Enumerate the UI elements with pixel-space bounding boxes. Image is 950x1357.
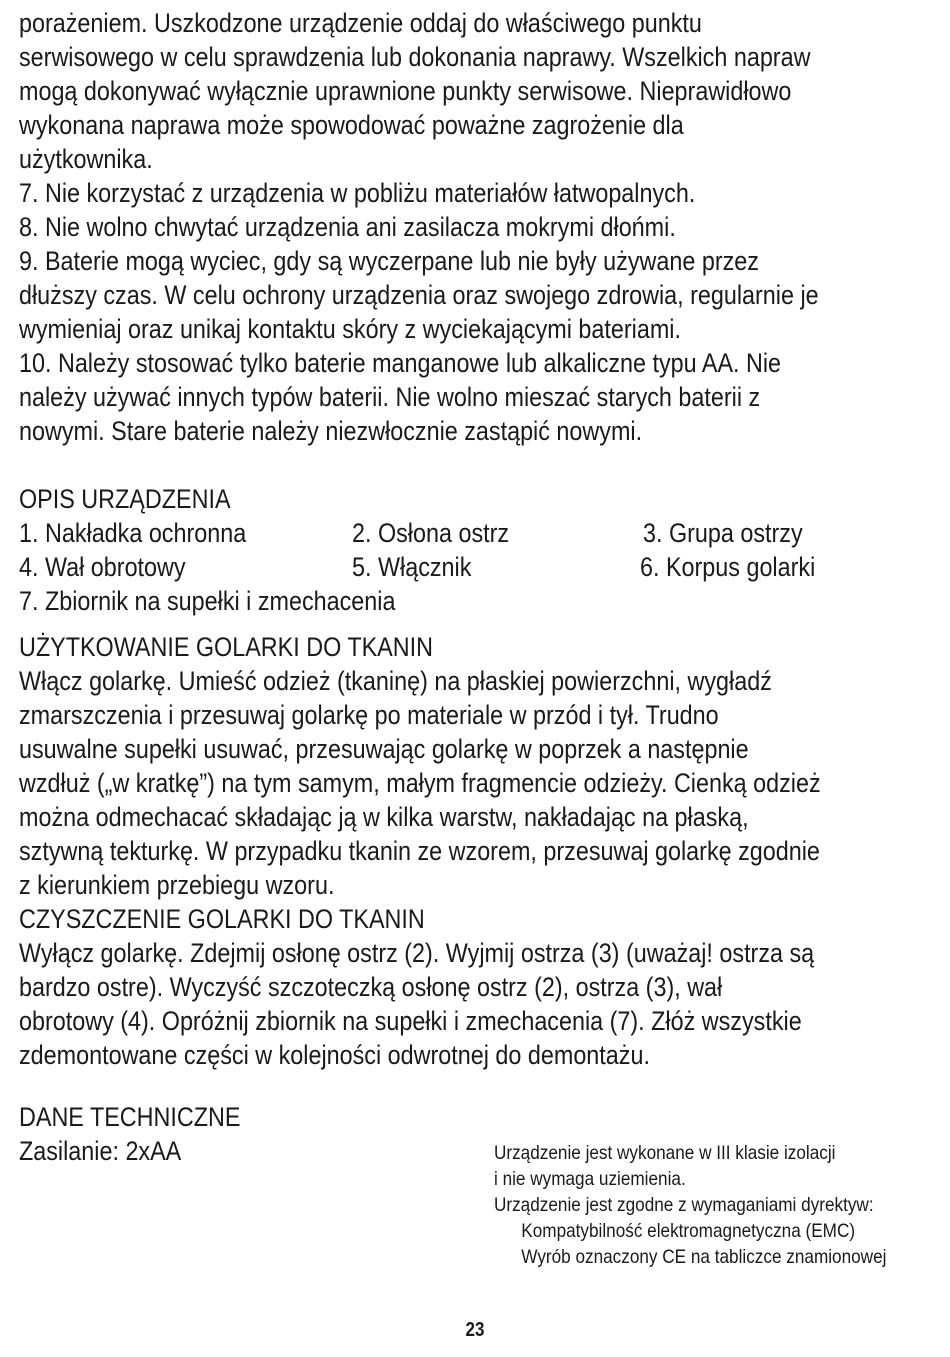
- text-line: wykonana naprawa może spowodować poważne zagrożenie dla: [19, 110, 684, 140]
- text-line: Wyłącz golarkę. Zdejmij osłonę ostrz (2). Wyjmij ostrza (3) (uważaj! ostrza są: [19, 938, 815, 968]
- compliance-notes: [494, 1140, 950, 1270]
- part-item: 4. Wał obrotowy: [19, 552, 186, 582]
- text-line: zmarszczenia i przesuwaj golarkę po materiale w przód i tył. Trudno: [19, 700, 719, 730]
- safety-item-10: 10. Należy stosować tylko baterie manganowe lub alkaliczne typu AA. Nie: [19, 348, 782, 378]
- safety-item-8: 8. Nie wolno chwytać urządzenia ani zasilacza mokrymi dłońmi.: [19, 212, 676, 242]
- text-line: wymieniaj oraz unikaj kontaktu skóry z wyciekającymi bateriami.: [19, 314, 681, 344]
- text-line: mogą dokonywać wyłącznie uprawnione punkty serwisowe. Nieprawidłowo: [19, 76, 792, 106]
- manual-page: [19, 6, 934, 1274]
- safety-instructions: [19, 6, 934, 448]
- part-item: 6. Korpus golarki: [640, 552, 816, 582]
- parts-row: [19, 550, 934, 584]
- device-description: [19, 482, 934, 618]
- section-heading-technical: DANE TECHNICZNE: [19, 1102, 241, 1132]
- safety-item-7: 7. Nie korzystać z urządzenia w pobliżu materiałów łatwopalnych.: [19, 178, 696, 208]
- text-line: Włącz golarkę. Umieść odzież (tkaninę) na płaskiej powierzchni, wygładź: [19, 666, 772, 696]
- page-number: 23: [465, 1319, 485, 1341]
- part-item: 5. Włącznik: [352, 552, 472, 582]
- part-item: 2. Osłona ostrz: [352, 518, 510, 548]
- text-line: serwisowego w celu sprawdzenia lub dokonania naprawy. Wszelkich napraw: [19, 42, 811, 72]
- compliance-note: Kompatybilność elektromagnetyczna (EMC): [521, 1220, 856, 1242]
- usage-section: [19, 630, 934, 902]
- part-item: 1. Nakładka ochronna: [19, 518, 247, 548]
- technical-section: [19, 1100, 934, 1274]
- cleaning-section: [19, 902, 934, 1072]
- compliance-note: Urządzenie jest zgodne z wymaganiami dyrektyw:: [494, 1194, 874, 1216]
- text-line: obrotowy (4). Opróżnij zbiornik na supełki i zmechacenia (7). Złóż wszystkie: [19, 1006, 802, 1036]
- part-item: 7. Zbiornik na supełki i zmechacenia: [19, 586, 396, 616]
- text-line: nowymi. Stare baterie należy niezwłocznie zastąpić nowymi.: [19, 416, 643, 446]
- text-line: dłuższy czas. W celu ochrony urządzenia oraz swojego zdrowia, regularnie je: [19, 280, 819, 310]
- section-heading-cleaning: CZYSZCZENIE GOLARKI DO TKANIN: [19, 904, 425, 934]
- parts-row: [19, 516, 934, 550]
- text-line: bardzo ostre). Wyczyść szczoteczką osłonę ostrz (2), ostrza (3), wał: [19, 972, 723, 1002]
- text-line: wzdłuż („w kratkę”) na tym samym, małym fragmencie odzieży. Cienką odzież: [19, 768, 821, 798]
- text-line: usuwalne supełki usuwać, przesuwając golarkę w poprzek a następnie: [19, 734, 749, 764]
- section-heading-description: OPIS URZĄDZENIA: [19, 484, 231, 514]
- text-line: z kierunkiem przebiegu wzoru.: [19, 870, 335, 900]
- text-line: można odmechacać składając ją w kilka warstw, nakładając na płaską,: [19, 802, 749, 832]
- compliance-note: Urządzenie jest wykonane w III klasie izolacji: [494, 1142, 836, 1164]
- compliance-note: i nie wymaga uziemienia.: [494, 1168, 686, 1190]
- text-line: użytkownika.: [19, 144, 153, 174]
- part-item: 3. Grupa ostrzy: [643, 518, 803, 548]
- text-line: zdemontowane części w kolejności odwrotnej do demontażu.: [19, 1040, 650, 1070]
- compliance-note: Wyrób oznaczony CE na tabliczce znamionowej: [521, 1246, 887, 1268]
- text-line: należy używać innych typów baterii. Nie wolno mieszać starych baterii z: [19, 382, 761, 412]
- text-line: porażeniem. Uszkodzone urządzenie oddaj do właściwego punktu: [19, 8, 702, 38]
- text-line: sztywną tekturkę. W przypadku tkanin ze wzorem, przesuwaj golarkę zgodnie: [19, 836, 820, 866]
- safety-item-9: 9. Baterie mogą wyciec, gdy są wyczerpane lub nie były używane przez: [19, 246, 759, 276]
- section-heading-usage: UŻYTKOWANIE GOLARKI DO TKANIN: [19, 632, 433, 662]
- power-supply: Zasilanie: 2xAA: [19, 1136, 182, 1166]
